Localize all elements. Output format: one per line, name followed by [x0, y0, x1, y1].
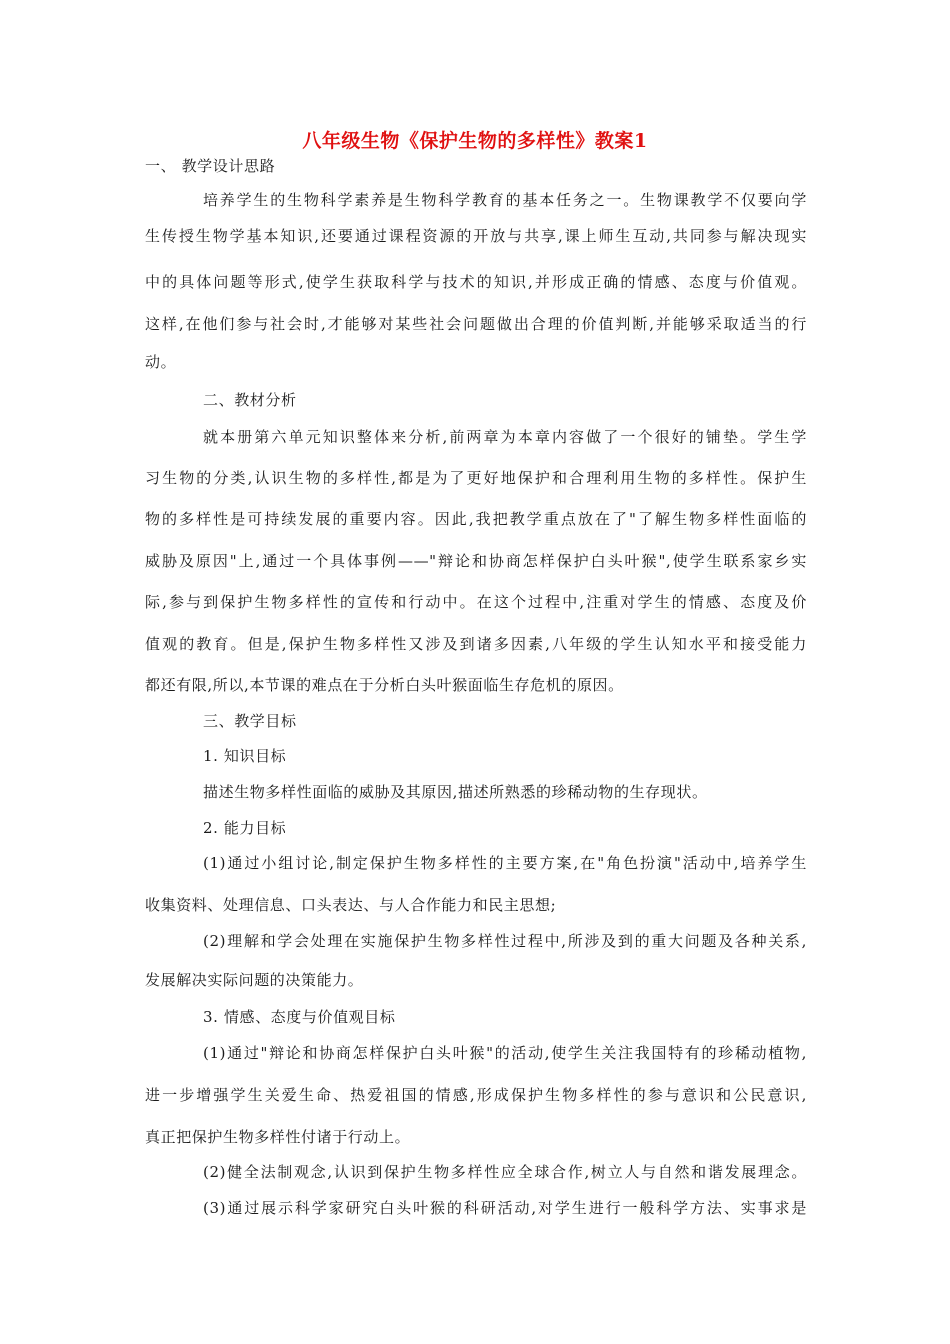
subheading-knowledge: 1. 知识目标	[203, 747, 287, 765]
paragraph-line: 进一步增强学生关爱生命、热爱祖国的情感,形成保护生物多样性的参与意识和公民意识,	[145, 1086, 807, 1104]
paragraph-line: 描述生物多样性面临的威胁及其原因,描述所熟悉的珍稀动物的生存现状。	[203, 783, 708, 801]
paragraph-line: 发展解决实际问题的决策能力。	[145, 971, 364, 989]
paragraph-line: 就本册第六单元知识整体来分析,前两章为本章内容做了一个很好的铺垫。学生学	[203, 428, 807, 446]
paragraph-line: 值观的教育。但是,保护生物多样性又涉及到诸多因素,八年级的学生认知水平和接受能力	[145, 635, 807, 653]
paragraph-line: 都还有限,所以,本节课的难点在于分析白头叶猴面临生存危机的原因。	[145, 676, 624, 694]
paragraph-line: 动。	[145, 353, 177, 371]
paragraph-line: 收集资料、处理信息、口头表达、与人合作能力和民主思想;	[145, 896, 557, 914]
paragraph-line: 威胁及原因"上,通过一个具体事例——"辩论和协商怎样保护白头叶猴",使学生联系家乡实	[145, 552, 807, 570]
paragraph-line: 真正把保护生物多样性付诸于行动上。	[145, 1128, 411, 1146]
paragraph-line: 物的多样性是可持续发展的重要内容。因此,我把教学重点放在了"了解生物多样性面临的	[145, 510, 807, 528]
paragraph-line: (1)通过小组讨论,制定保护生物多样性的主要方案,在"角色扮演"活动中,培养学生	[203, 854, 807, 872]
paragraph-line: 际,参与到保护生物多样性的宣传和行动中。在这个过程中,注重对学生的情感、态度及价	[145, 593, 807, 611]
paragraph-line: 这样,在他们参与社会时,才能够对某些社会问题做出合理的价值判断,并能够采取适当的行	[145, 315, 807, 333]
paragraph-line: 培养学生的生物科学素养是生物科学教育的基本任务之一。生物课教学不仅要向学	[203, 191, 807, 209]
subheading-emotion: 3. 情感、态度与价值观目标	[203, 1008, 396, 1026]
section-heading-1: 一、 教学设计思路	[145, 157, 276, 175]
paragraph-line: 习生物的分类,认识生物的多样性,都是为了更好地保护和合理利用生物的多样性。保护生	[145, 469, 807, 487]
paragraph-line: 中的具体问题等形式,使学生获取科学与技术的知识,并形成正确的情感、态度与价值观。	[145, 273, 807, 291]
paragraph-line: (2)理解和学会处理在实施保护生物多样性过程中,所涉及到的重大问题及各种关系,	[203, 932, 807, 950]
paragraph-line: (1)通过"辩论和协商怎样保护白头叶猴"的活动,使学生关注我国特有的珍稀动植物,	[203, 1044, 807, 1062]
paragraph-line: 生传授生物学基本知识,还要通过课程资源的开放与共享,课上师生互动,共同参与解决现实	[145, 227, 807, 245]
section-heading-3: 三、教学目标	[203, 712, 297, 730]
subheading-ability: 2. 能力目标	[203, 819, 287, 837]
section-heading-2: 二、教材分析	[203, 391, 297, 409]
paragraph-line: (3)通过展示科学家研究白头叶猴的科研活动,对学生进行一般科学方法、实事求是	[203, 1199, 807, 1217]
document-title: 八年级生物《保护生物的多样性》教案1	[302, 130, 648, 152]
paragraph-line: (2)健全法制观念,认识到保护生物多样性应全球合作,树立人与自然和谐发展理念。	[203, 1163, 807, 1181]
